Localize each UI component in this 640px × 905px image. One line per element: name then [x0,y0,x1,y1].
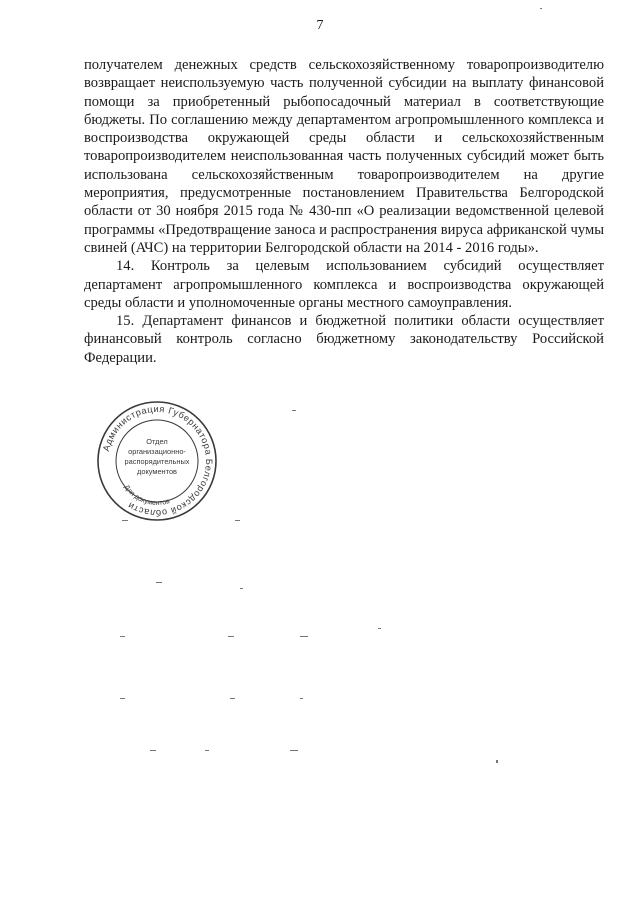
page-number: 7 [316,18,324,33]
paragraph-continuation: получателем денежных средств сельскохозяйственному товаропроизводителю возвращает неиспользуемую часть полученной субсидии на выплату финансовой помощи за приобретенный рыбопосадочный материал в соответствующие бюджеты. По соглашению между департаментом агропромышленного комплекса и воспроизводства окружающей среды области и сельскохозяйственным товаропроизводителем неиспользованная часть полученных субсидий может быть использована сельскохозяйственным товаропроизводителем на другие мероприятия, предусмотренные постановлением Правительства Белгородской области от 30 ноября 2015 года № 430-пп «О реализации ведомственной целевой программы «Предотвращение заноса и распространения вируса африканской чумы свиней (АЧС) на территории Белгородской области на 2014 - 2016 годы». [84,57,604,256]
scan-speck [230,698,235,699]
scan-speck [292,410,296,411]
scan-speck [300,636,308,637]
scan-speck [540,8,542,9]
scan-speck [150,750,156,751]
paragraph-15: 15. Департамент финансов и бюджетной политики области осуществляет финансовый контроль согласно бюджетному законодательству Российской Федерации. [84,313,604,366]
stamp-center-line-3: распорядительных [124,457,190,466]
stamp-center-line-4: документов [137,467,177,476]
stamp-center-line-1: Отдел [146,437,168,446]
document-body [84,56,604,367]
scan-speck [120,698,125,699]
official-stamp [96,400,218,522]
scan-speck [378,628,381,629]
stamp-ring-text: Администрация Губернатора Белгородской области [101,403,215,519]
scan-speck [228,636,234,637]
scan-speck [300,698,303,699]
scan-speck [120,636,125,637]
scan-speck [122,520,128,521]
stamp-inner-ring-text: Для документов [122,484,171,508]
scan-speck [290,750,298,751]
scan-speck [235,520,240,521]
paragraph-14: 14. Контроль за целевым использованием субсидий осуществляет департамент агропромышленного комплекса и воспроизводства окружающей среды области и уполномоченные органы местного самоуправления. [84,258,604,311]
stamp-center-line-2: организационно- [128,447,186,456]
scan-speck [205,750,209,751]
scan-speck [240,588,243,589]
scan-speck [496,760,498,763]
scan-speck [156,582,162,583]
